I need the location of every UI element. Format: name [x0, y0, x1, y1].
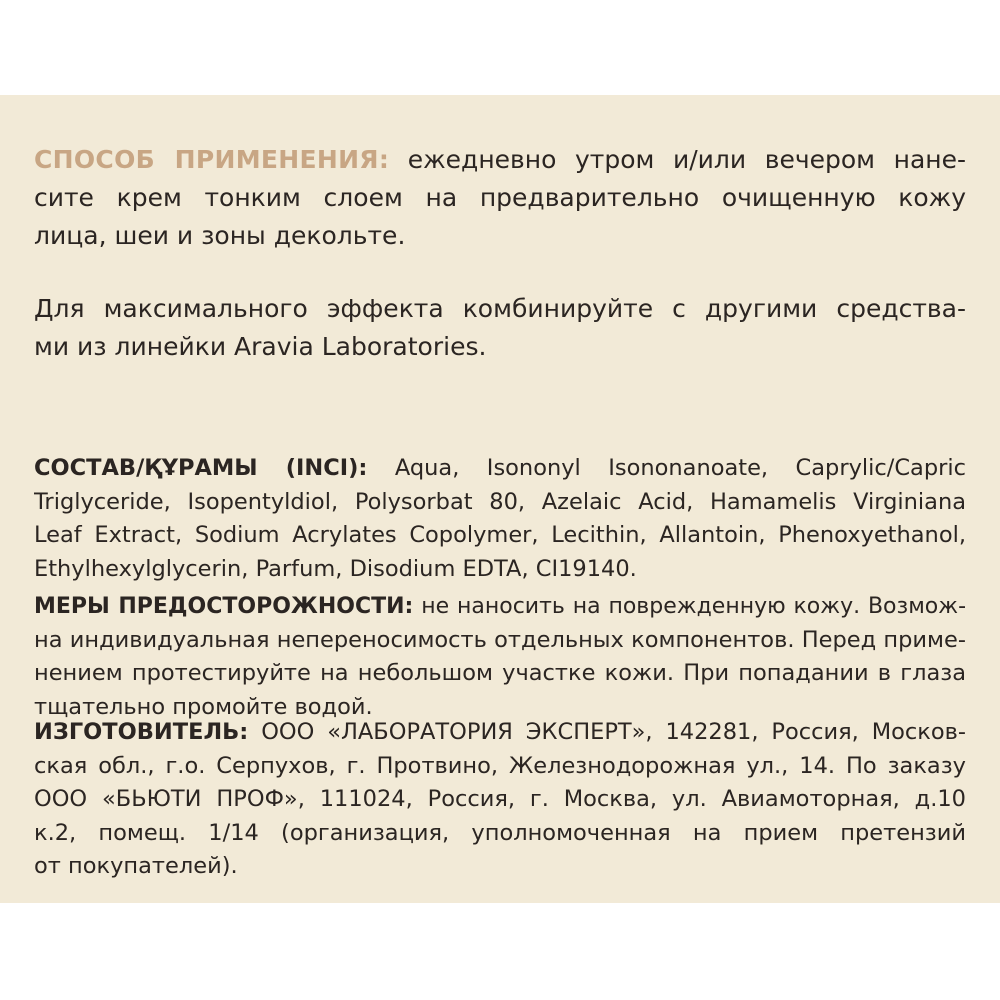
composition-line-3: Leaf Extract, Sodium Acrylates Copolymer, Lecithin, Allantoin, Phenoxyethanol, — [34, 522, 966, 548]
manufacturer-section — [34, 716, 966, 884]
manufacturer-heading: ИЗГОТОВИТЕЛЬ: — [34, 719, 249, 745]
manufacturer-line-3: ООО «БЬЮТИ ПРОФ», 111024, Россия, г. Москва, ул. Авиамоторная, д.10 — [34, 786, 966, 812]
composition-line-2: Triglyceride, Isopentyldiol, Polysorbat 80, Azelaic Acid, Hamamelis Virginiana — [34, 488, 966, 515]
usage-line-3: лица, шеи и зоны декольте. — [34, 221, 406, 250]
composition-heading: СОСТАВ/ҚҰРАМЫ (INCI): — [34, 455, 368, 481]
tip-line-1: Для максимального эффекта комбинируйте с другими средства- — [34, 294, 966, 323]
precautions-line-4: тщательно промойте водой. — [34, 693, 373, 720]
composition-line-1 — [34, 452, 966, 486]
manufacturer-line-2: ская обл., г.о. Серпухов, г. Протвино, Железнодорожная ул., 14. По заказу — [34, 752, 966, 779]
composition-section — [34, 452, 966, 586]
precautions-line-2: на индивидуальная непереносимость отдельных компонентов. Перед приме- — [34, 626, 966, 653]
usage-line-2: сите крем тонким слоем на предварительно очищенную кожу — [34, 183, 966, 212]
tip-line-2: ми из линейки Aravia Laboratories. — [34, 332, 487, 361]
precautions-line-1 — [34, 590, 966, 624]
composition-text: Aqua, Isononyl Isononanoate, Caprylic/Capric — [394, 455, 966, 481]
manufacturer-text: ООО «ЛАБОРАТОРИЯ ЭКСПЕРТ», 142281, Россия, Москов- — [261, 719, 966, 745]
usage-section — [34, 141, 966, 255]
usage-line-1 — [34, 141, 966, 179]
manufacturer-line-1 — [34, 716, 966, 750]
precautions-heading: МЕРЫ ПРЕДОСТОРОЖНОСТИ: — [34, 594, 414, 619]
precautions-section — [34, 590, 966, 724]
combination-tip — [34, 290, 966, 366]
usage-text: ежедневно утром и/или вечером нане- — [407, 145, 966, 174]
manufacturer-line-4: к.2, помещ. 1/14 (организация, уполномоченная на прием претензий — [34, 819, 966, 846]
precautions-line-3: нением протестируйте на небольшом участке кожи. При попадании в глаза — [34, 660, 966, 686]
manufacturer-line-5: от покупателей). — [34, 853, 238, 879]
precautions-text: не наносить на поврежденную кожу. Возмож- — [421, 594, 966, 619]
usage-heading: СПОСОБ ПРИМЕНЕНИЯ: — [34, 145, 390, 174]
composition-line-4: Ethylhexylglycerin, Parfum, Disodium EDTA, CI19140. — [34, 555, 637, 582]
